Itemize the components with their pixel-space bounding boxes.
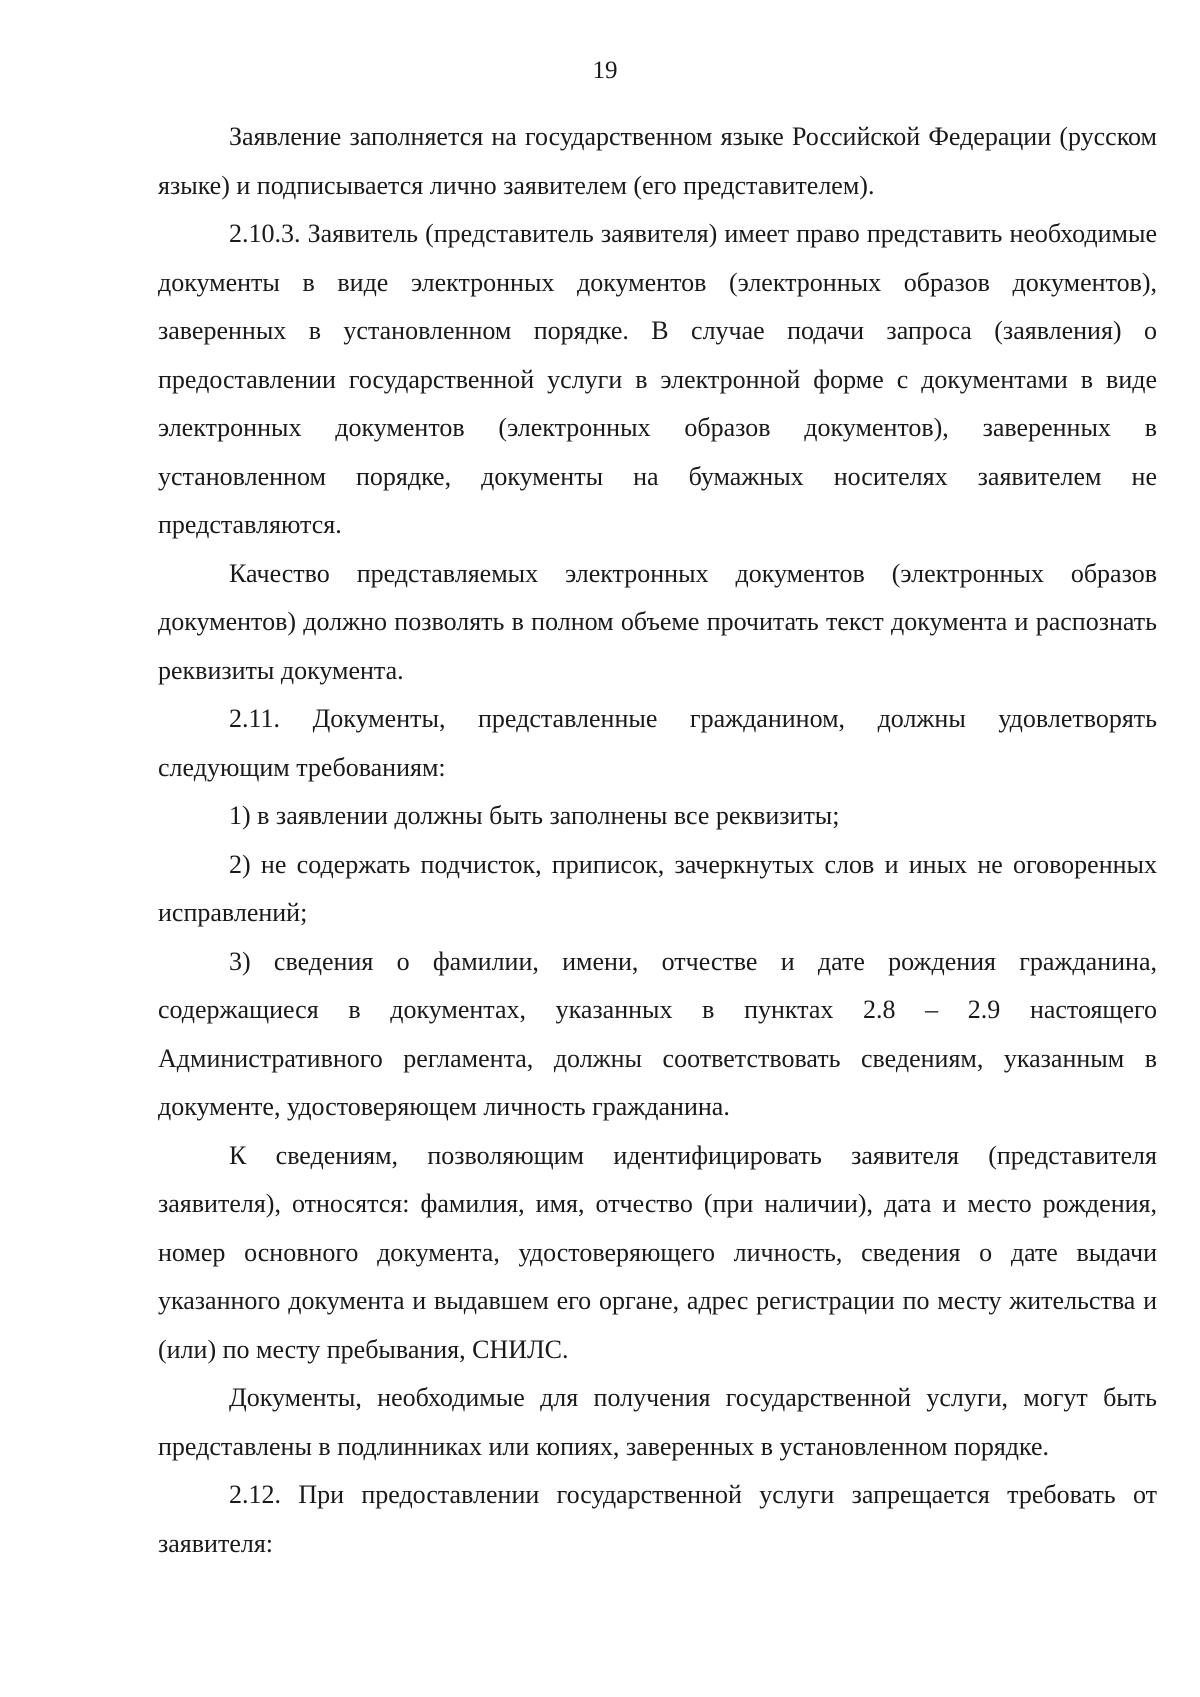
- page-number: 19: [592, 57, 618, 84]
- document-body: [158, 113, 1157, 1568]
- list-item-requirement-2: 2) не содержать подчисток, приписок, зачеркнутых слов и иных не оговоренных исправлений;: [158, 849, 1157, 927]
- paragraph-2-11: 2.11. Документы, представленные гражданином, должны удовлетворять следующим требованиям:: [158, 704, 1157, 782]
- paragraph-2-10-3: 2.10.3. Заявитель (представитель заявителя) имеет право представить необходимые документы в виде электронных документов (электронных образов документов), заверенных в установленном порядке. В случае подачи запроса (заявления) о предоставлении государственной услуги в электронной форме с документами в виде электронных документов (электронных образов документов), заверенных в установленном порядке, документы на бумажных носителях заявителем не представляются.: [158, 219, 1157, 539]
- paragraph-2-12: 2.12. При предоставлении государственной услуги запрещается требовать от заявителя:: [158, 1480, 1157, 1558]
- paragraph-identification-data: К сведениям, позволяющим идентифицировать заявителя (представителя заявителя), относятся: фамилия, имя, отчество (при наличии), дата и место рождения, номер основного документа, удостоверяющего личность, сведения о дате выдачи указанного документа и выдавшем его органе, адрес регистрации по месту жительства и (или) по месту пребывания, СНИЛС.: [158, 1140, 1157, 1364]
- paragraph-document-quality: Качество представляемых электронных документов (электронных образов документов) должно позволять в полном объеме прочитать текст документа и распознать реквизиты документа.: [158, 558, 1157, 685]
- paragraph-application-language: Заявление заполняется на государственном языке Российской Федерации (русском языке) и подписывается лично заявителем (его представителем).: [158, 122, 1157, 200]
- paragraph-originals-copies: Документы, необходимые для получения государственной услуги, могут быть представлены в подлинниках или копиях, заверенных в установленном порядке.: [158, 1383, 1157, 1461]
- list-item-requirement-1: 1) в заявлении должны быть заполнены все реквизиты;: [229, 801, 840, 830]
- list-item-requirement-3: 3) сведения о фамилии, имени, отчестве и дате рождения гражданина, содержащиеся в документах, указанных в пунктах 2.8 – 2.9 настоящего Административного регламента, должны соответствовать сведениям, указанным в документе, удостоверяющем личность гражданина.: [158, 946, 1157, 1121]
